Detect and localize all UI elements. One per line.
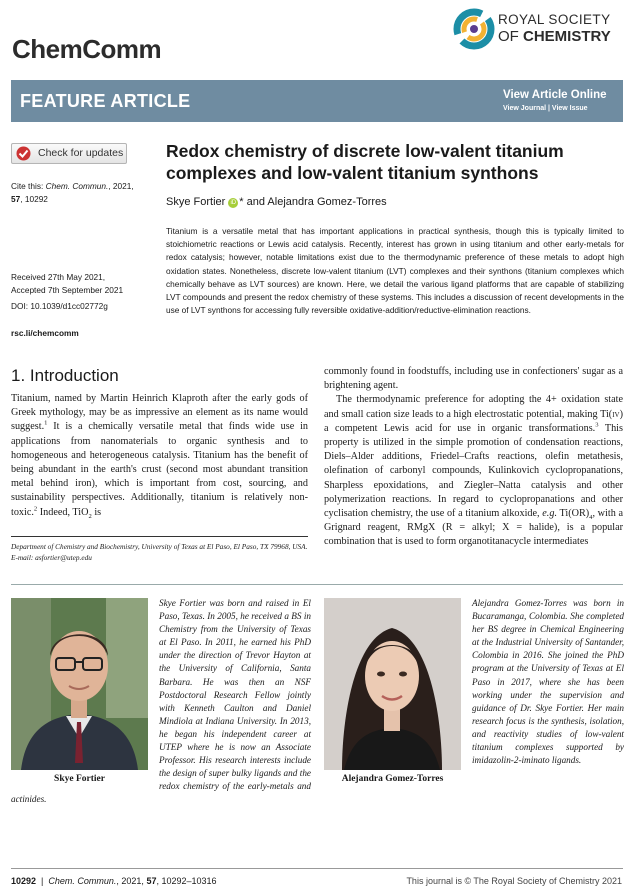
affiliation-footnote: Department of Chemistry and Biochemistry, University of Texas at El Paso, El Paso, TX 79968, USA. E-mail: asfortier@utep.edu	[11, 542, 308, 562]
reference-1[interactable]: 1	[44, 420, 48, 428]
abstract: Titanium is a versatile metal that has important applications in practical synthesis, though this is typically limited to stoichiometric reactions or Lewis acid catalysis. Recently, interest has grown in using titanium and other early-metals for redox catalysis; however, notable limitations exist due to the thermodynamic preference of these metals to adopt high oxidation states. Nonetheless, discrete low-valent titanium (LVT) complexes and their synthons (titanium complexes which chemically behave as LVT sources) are known. Here, we detail the various ligand platforms that are capable of stabilizing LVT compounds and present the redox chemistry of these systems. This includes a discussion of recent developments in the use of LVT synthons for accessing fully reversible oxidative-addition/reductive-elimination reactions.	[166, 226, 624, 316]
author-bio-2: Alejandra Gomez-Torres was born in Bucaramanga, Colombia. She completed her BS degree in Chemical Engineering at the Industrial University of Santander, Colombia in 2016. She joined the PhD program at the University of Texas at El Paso in 2017, where she has been working under the supervision and guidance of Dr. Skye Fortier. Her main research focus is the synthesis, isolation, and reactivity studies of low-valent titanium complexes supported by imidazolin-2-iminato ligands.	[472, 598, 624, 766]
crossmark-icon	[16, 146, 31, 161]
journal-short-url[interactable]: rsc.li/chemcomm	[11, 328, 79, 338]
citation-info: Cite this: Chem. Commun., 2021, 57, 10292	[11, 181, 134, 204]
body-column-right: commonly found in foodstuffs, including use in confectioners' sugar as a brightening agent. The thermodynamic preference for adopting the 4+ oxidation state and small cation size leads to a high electrostatic potential, making Ti(iv) a competent Lewis acid for use in organic transformations.$^3$ This property is utilized in the simple promotion of condensation reactions, Diels–Alder additions, Friedel–Crafts reactions, olefin metathesis, olefination of carbonyl compounds, Kulinkovich cyclopropanations, Sharpless epoxidations, and Ziegler–Natta catalysis and other polymerization reactions. In regard to cyclopropanations and other cyclisation chemistry, the use of a titanium alkoxide, e.g. $Ti(OR)_4$, with a Grignard reagent, RMgX (R = alkyl; X = halide), is a popular combination that is used to form organotitanacycle intermediates	[324, 366, 623, 548]
view-journal-issue-links[interactable]: View Journal | View Issue	[503, 105, 588, 112]
article-title: Redox chemistry of discrete low-valent titanium complexes and low-valent titanium synthons	[166, 141, 564, 183]
publisher-name-line1: ROYAL SOCIETY	[498, 12, 611, 27]
footer-copyright: This journal is © The Royal Society of Chemistry 2021	[406, 876, 622, 886]
journal-title: ChemComm	[12, 34, 162, 64]
publisher-name-line2: OF CHEMISTRY	[498, 28, 611, 45]
footnote-divider	[11, 536, 308, 537]
view-article-online-link[interactable]: View Article Online	[503, 89, 607, 101]
footer-divider	[11, 868, 623, 869]
footer-citation: 10292 | Chem. Commun., 2021, 57, 10292–10316	[11, 876, 217, 886]
orcid-icon[interactable]: iD	[228, 198, 238, 208]
received-dates: Received 27th May 2021, Accepted 7th September 2021	[11, 272, 124, 295]
body-column-left: Titanium, named by Martin Heinrich Klaproth after the early gods of Greek mythology, may be as impressive an element as its name would suggest.$^1$ It is a chemically versatile metal that finds wide use in applications from nanomaterials to organic synthesis and to homogeneous and heterogeneous catalysis. Titanium has the benefit of being abundant in the earth's crust (second most abundant transition metal behind iron), which is important from cost, sourcing, and sustainability perspectives. Additionally, titanium is relatively non-toxic.$^2$ Indeed, TiO$_2$ is	[11, 393, 308, 520]
section-heading-introduction: 1. Introduction	[11, 366, 119, 385]
check-for-updates-label: Check for updates	[38, 147, 124, 159]
doi[interactable]: DOI: 10.1039/d1cc02772g	[11, 301, 108, 311]
author-photo-caption-2: Alejandra Gomez-Torres	[341, 774, 444, 784]
section-divider	[11, 584, 623, 585]
author-list: Skye Fortier iD * and Alejandra Gomez-Torres	[166, 196, 387, 208]
author-bio-1: Skye Fortier was born and raised in El Paso, Texas. In 2005, he received a BS in Chemistry from the University of Texas at El Paso. In 2011, he earned his PhD under the direction of Trevor Hayton at the University of California, Santa Barbara. He was then an NSF Postdoctoral Research Fellow jointly with Kenneth Caulton and Daniel Mindiola at Indiana University. In 2013, he began his independent career at UTEP where he is now an Associate Professor. His research interests include the design of super bulky ligands and the redox chemistry of the early-metals and actinides.	[11, 598, 311, 805]
article-type-label: FEATURE ARTICLE	[20, 91, 191, 111]
author-photo-caption-1: Skye Fortier	[54, 774, 105, 784]
reference-2[interactable]: 2	[33, 505, 38, 513]
reference-3[interactable]: 3	[595, 421, 599, 429]
